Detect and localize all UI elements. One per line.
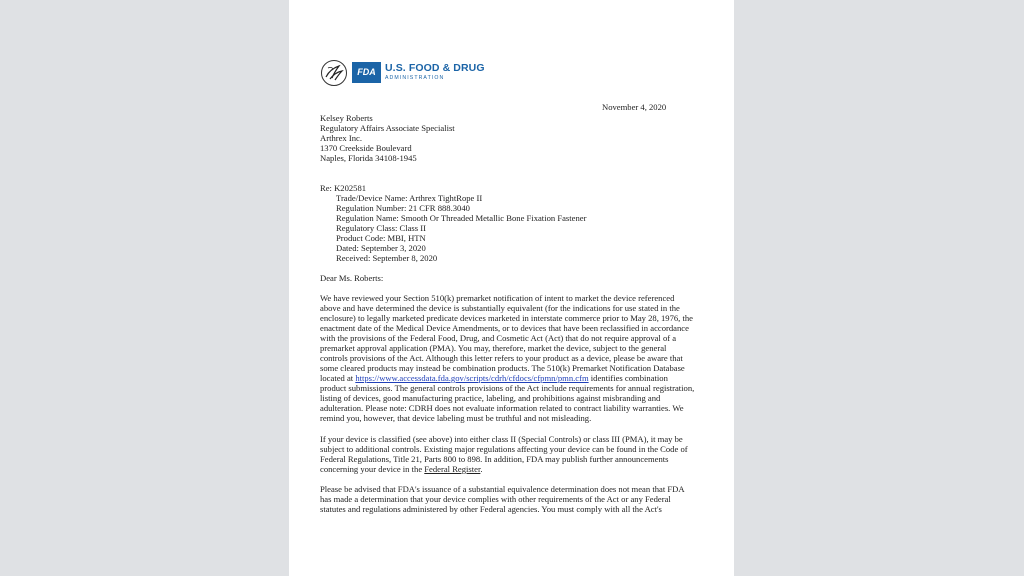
link-suffix: . xyxy=(480,464,483,474)
paragraph-line: product submissions. The general controls provisions of the Act include requirements for annual registration, xyxy=(320,383,695,393)
paragraph-line: If your device is classified (see above) into either class II (Special Controls) or class III (PMA), it may be xyxy=(320,434,683,444)
fda-logo xyxy=(320,59,520,89)
paragraph-line-with-link xyxy=(320,464,688,474)
re-regulation-name: Regulation Name: Smooth Or Threaded Metallic Bone Fixation Fastener xyxy=(336,213,587,223)
re-trade-name: Trade/Device Name: Arthrex TightRope II xyxy=(336,193,483,203)
paragraph-line: with the provisions of the Federal Food, Drug, and Cosmetic Act (Act) that do not require approval of a xyxy=(320,333,677,343)
recipient-address xyxy=(320,113,455,163)
paragraph-1 xyxy=(320,293,694,423)
recipient-city: Naples, Florida 34108-1945 xyxy=(320,153,417,163)
link-prefix: concerning your device in the xyxy=(320,464,425,474)
paragraph-line: listing of devices, good manufacturing practice, labeling, and prohibitions against misbranding and xyxy=(320,393,661,403)
re-product-code: Product Code: MBI, HTN xyxy=(336,233,426,243)
paragraph-line: above and have determined the device is substantially equivalent (for the indications for use stated in the xyxy=(320,303,680,313)
paragraph-line: some cleared products may instead be combination products. The 510(k) Premarket Notification Database xyxy=(320,363,685,373)
paragraph-line: Please be advised that FDA's issuance of a substantial equivalence determination does not mean that FDA xyxy=(320,484,685,494)
paragraph-line: We have reviewed your Section 510(k) premarket notification of intent to market the device referenced xyxy=(320,293,675,303)
paragraph-line: remind you, however, that device labeling must be truthful and not misleading. xyxy=(320,413,592,423)
link-suffix: identifies combination xyxy=(588,373,668,383)
re-regulation-number: Regulation Number: 21 CFR 888.3040 xyxy=(336,203,470,213)
paragraph-line: Federal Regulations, Title 21, Parts 800 to 898. In addition, FDA may publish further announcements xyxy=(320,454,669,464)
paragraph-2 xyxy=(320,434,688,474)
paragraph-line: has made a determination that your device complies with other requirements of the Act or any Federal xyxy=(320,494,671,504)
agency-subtitle: ADMINISTRATION xyxy=(385,75,445,81)
letter-date: November 4, 2020 xyxy=(602,102,667,112)
re-details xyxy=(336,193,586,263)
pmn-database-link[interactable]: https://www.accessdata.fda.gov/scripts/cdrh/cfdocs/cfpmn/pmn.cfm xyxy=(355,373,589,383)
fda-badge: FDA xyxy=(352,62,381,83)
letter-page xyxy=(289,0,734,576)
federal-register-link[interactable]: Federal Register xyxy=(424,464,481,474)
paragraph-line: premarket approval application (PMA). You may, therefore, market the device, subject to the general xyxy=(320,343,667,353)
paragraph-line: enactment date of the Medical Device Amendments, or to devices that have been reclassified in accordance xyxy=(320,323,689,333)
paragraph-line: subject to additional controls. Existing major regulations affecting your device can be found in the Code of xyxy=(320,444,688,454)
re-regulatory-class: Regulatory Class: Class II xyxy=(336,223,426,233)
paragraph-line: adulteration. Please note: CDRH does not evaluate information related to contract liability warranties. We xyxy=(320,403,684,413)
recipient-title: Regulatory Affairs Associate Specialist xyxy=(320,123,455,133)
paragraph-line: controls provisions of the Act. Although this letter refers to your product as a device, please be aware that xyxy=(320,353,683,363)
salutation: Dear Ms. Roberts: xyxy=(320,273,384,283)
recipient-street: 1370 Creekside Boulevard xyxy=(320,143,412,153)
paragraph-3 xyxy=(320,484,685,514)
paragraph-line-with-link xyxy=(320,373,694,383)
recipient-company: Arthrex Inc. xyxy=(320,133,362,143)
re-label: Re: K202581 xyxy=(320,183,367,193)
agency-name: U.S. FOOD & DRUG xyxy=(385,62,485,74)
hhs-eagle-seal-icon xyxy=(320,59,348,87)
re-received: Received: September 8, 2020 xyxy=(336,253,438,263)
paragraph-line: statutes and regulations administered by other Federal agencies. You must comply with all the Act's xyxy=(320,504,662,514)
link-prefix: located at xyxy=(320,373,356,383)
re-dated: Dated: September 3, 2020 xyxy=(336,243,426,253)
paragraph-line: enclosure) to legally marketed predicate devices marketed in interstate commerce prior to May 28, 1976, the xyxy=(320,313,693,323)
recipient-name: Kelsey Roberts xyxy=(320,113,373,123)
